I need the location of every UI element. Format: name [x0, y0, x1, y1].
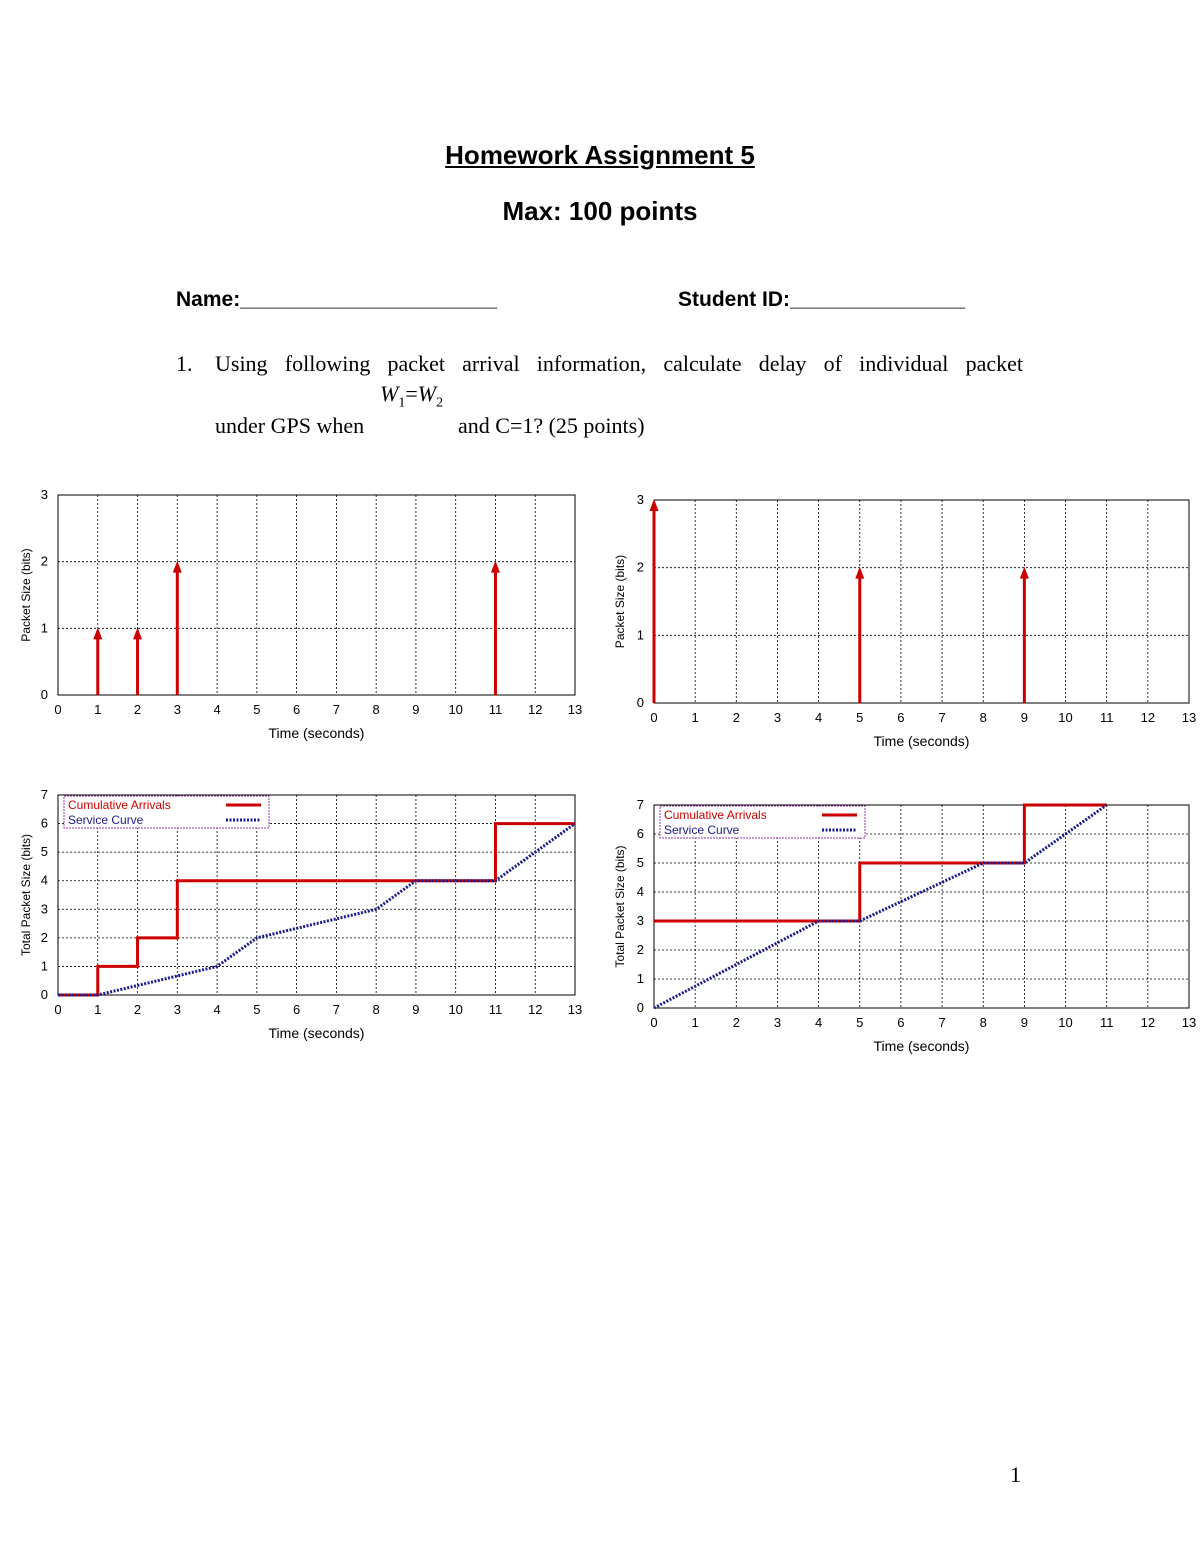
chart-cumulative-flow1	[18, 785, 593, 1055]
legend-label: Cumulative Arrivals	[664, 808, 767, 822]
x-tick-label: 4	[213, 1002, 221, 1017]
x-tick-label: 0	[650, 1015, 658, 1030]
x-tick-label: 8	[372, 1002, 380, 1017]
x-tick-label: 10	[448, 702, 463, 717]
x-axis-label: Time (seconds)	[873, 1038, 970, 1054]
x-tick-label: 1	[94, 702, 102, 717]
y-tick-label: 0	[636, 695, 644, 710]
x-tick-label: 9	[1020, 1015, 1029, 1030]
legend-label: Service Curve	[68, 813, 144, 827]
x-tick-label: 12	[1140, 1015, 1156, 1030]
y-tick-label: 3	[636, 913, 644, 928]
x-tick-label: 10	[1058, 710, 1073, 725]
max-points: Max: 100 points	[502, 196, 698, 226]
assignment-title: Homework Assignment 5	[445, 140, 755, 170]
y-tick-label: 7	[636, 797, 644, 812]
plot-frame	[654, 500, 1189, 703]
x-tick-label: 0	[54, 1002, 62, 1017]
x-tick-label: 7	[938, 1015, 946, 1030]
x-tick-label: 2	[133, 1002, 142, 1017]
y-tick-label: 7	[40, 787, 48, 802]
student-id-field[interactable]	[678, 288, 965, 312]
x-tick-label: 3	[173, 1002, 181, 1017]
name-label: Name:	[176, 288, 241, 311]
x-tick-label: 13	[1181, 710, 1197, 725]
student-id-blank: _______________	[789, 288, 966, 311]
x-tick-label: 10	[1058, 1015, 1073, 1030]
student-id-label: Student ID:	[678, 288, 790, 311]
y-axis-label: Packet Size (bits)	[19, 548, 33, 642]
chart-arrivals-flow1	[18, 485, 593, 755]
x-tick-label: 5	[856, 1015, 864, 1030]
y-axis-label: Packet Size (bits)	[613, 554, 627, 649]
x-tick-label: 3	[773, 710, 782, 725]
x-tick-label: 0	[54, 702, 62, 717]
y-tick-label: 3	[40, 901, 48, 917]
y-tick-label: 0	[40, 987, 48, 1002]
y-tick-label: 1	[636, 627, 644, 643]
packet-arrow-head	[1020, 567, 1029, 579]
y-tick-label: 2	[40, 553, 48, 569]
packet-arrow-head	[650, 499, 659, 511]
x-tick-label: 12	[527, 1002, 543, 1017]
x-tick-label: 5	[856, 710, 864, 725]
y-tick-label: 2	[40, 929, 48, 945]
x-tick-label: 6	[292, 1002, 301, 1017]
legend-label: Service Curve	[664, 823, 740, 837]
plot-frame	[58, 495, 575, 695]
y-tick-label: 1	[636, 971, 644, 986]
x-tick-label: 7	[938, 710, 946, 725]
y-axis-label: Total Packet Size (bits)	[19, 833, 33, 957]
y-tick-label: 1	[40, 620, 48, 636]
x-tick-label: 4	[213, 702, 221, 717]
x-tick-label: 7	[332, 702, 341, 717]
x-tick-label: 5	[253, 1002, 261, 1017]
x-tick-label: 4	[814, 1015, 823, 1030]
question-text-line2a: under GPS when	[215, 413, 365, 438]
x-tick-label: 11	[1099, 710, 1114, 725]
chart-arrivals-flow2	[612, 490, 1197, 765]
x-tick-label: 1	[94, 1002, 102, 1017]
name-field[interactable]	[176, 288, 497, 312]
y-tick-label: 2	[636, 942, 644, 957]
y-tick-label: 3	[40, 487, 48, 502]
y-tick-label: 6	[40, 815, 48, 831]
x-tick-label: 7	[332, 1002, 341, 1017]
x-tick-label: 1	[691, 1015, 699, 1030]
packet-arrow-head	[133, 627, 142, 639]
x-tick-label: 9	[412, 1002, 420, 1017]
name-blank: ______________________	[240, 288, 498, 311]
x-tick-label: 6	[897, 1015, 905, 1030]
y-tick-label: 6	[636, 826, 644, 841]
x-tick-label: 5	[253, 702, 261, 717]
x-tick-label: 10	[448, 1002, 463, 1017]
x-tick-label: 6	[897, 710, 905, 725]
packet-arrow-head	[93, 627, 102, 639]
x-tick-label: 11	[488, 702, 503, 717]
x-tick-label: 12	[527, 702, 543, 717]
y-tick-label: 2	[636, 559, 644, 575]
x-tick-label: 8	[372, 702, 380, 717]
page-number: 1	[1010, 1462, 1021, 1487]
x-tick-label: 8	[979, 1015, 987, 1030]
y-tick-label: 5	[636, 855, 644, 870]
x-tick-label: 2	[133, 702, 142, 717]
question-text-line1: Using following packet arrival information, calculate delay of individual packet	[215, 351, 1023, 376]
x-tick-label: 11	[488, 1002, 503, 1017]
x-tick-label: 11	[1099, 1015, 1114, 1030]
weight-formula: $W_1=W_2$	[380, 381, 444, 411]
y-tick-label: 3	[636, 492, 644, 507]
x-tick-label: 9	[1020, 710, 1029, 725]
x-tick-label: 3	[773, 1015, 782, 1030]
y-axis-label: Total Packet Size (bits)	[613, 845, 627, 968]
x-tick-label: 13	[567, 1002, 583, 1017]
x-tick-label: 13	[1181, 1015, 1197, 1030]
x-axis-label: Time (seconds)	[873, 733, 970, 749]
x-tick-label: 0	[650, 710, 658, 725]
x-tick-label: 9	[412, 702, 420, 717]
x-tick-label: 12	[1140, 710, 1156, 725]
y-tick-label: 0	[636, 1000, 644, 1015]
x-tick-label: 1	[691, 710, 699, 725]
y-tick-label: 4	[40, 872, 48, 888]
question-text-line2b: and C=1? (25 points)	[458, 413, 645, 438]
question-number: 1.	[176, 351, 193, 376]
chart-cumulative-flow2	[612, 795, 1197, 1070]
x-tick-label: 4	[814, 710, 823, 725]
packet-arrow-head	[173, 561, 182, 573]
x-axis-label: Time (seconds)	[268, 725, 365, 741]
x-tick-label: 2	[732, 710, 740, 725]
x-tick-label: 2	[732, 1015, 740, 1030]
y-tick-label: 1	[40, 958, 48, 974]
y-tick-label: 0	[40, 687, 48, 702]
x-axis-label: Time (seconds)	[268, 1025, 365, 1041]
x-tick-label: 13	[567, 702, 583, 717]
x-tick-label: 6	[292, 702, 301, 717]
packet-arrow-head	[491, 561, 500, 573]
legend-label: Cumulative Arrivals	[68, 798, 171, 812]
packet-arrow-head	[855, 567, 864, 579]
x-tick-label: 3	[173, 702, 181, 717]
y-tick-label: 4	[636, 884, 644, 899]
x-tick-label: 8	[979, 710, 987, 725]
y-tick-label: 5	[40, 844, 48, 860]
